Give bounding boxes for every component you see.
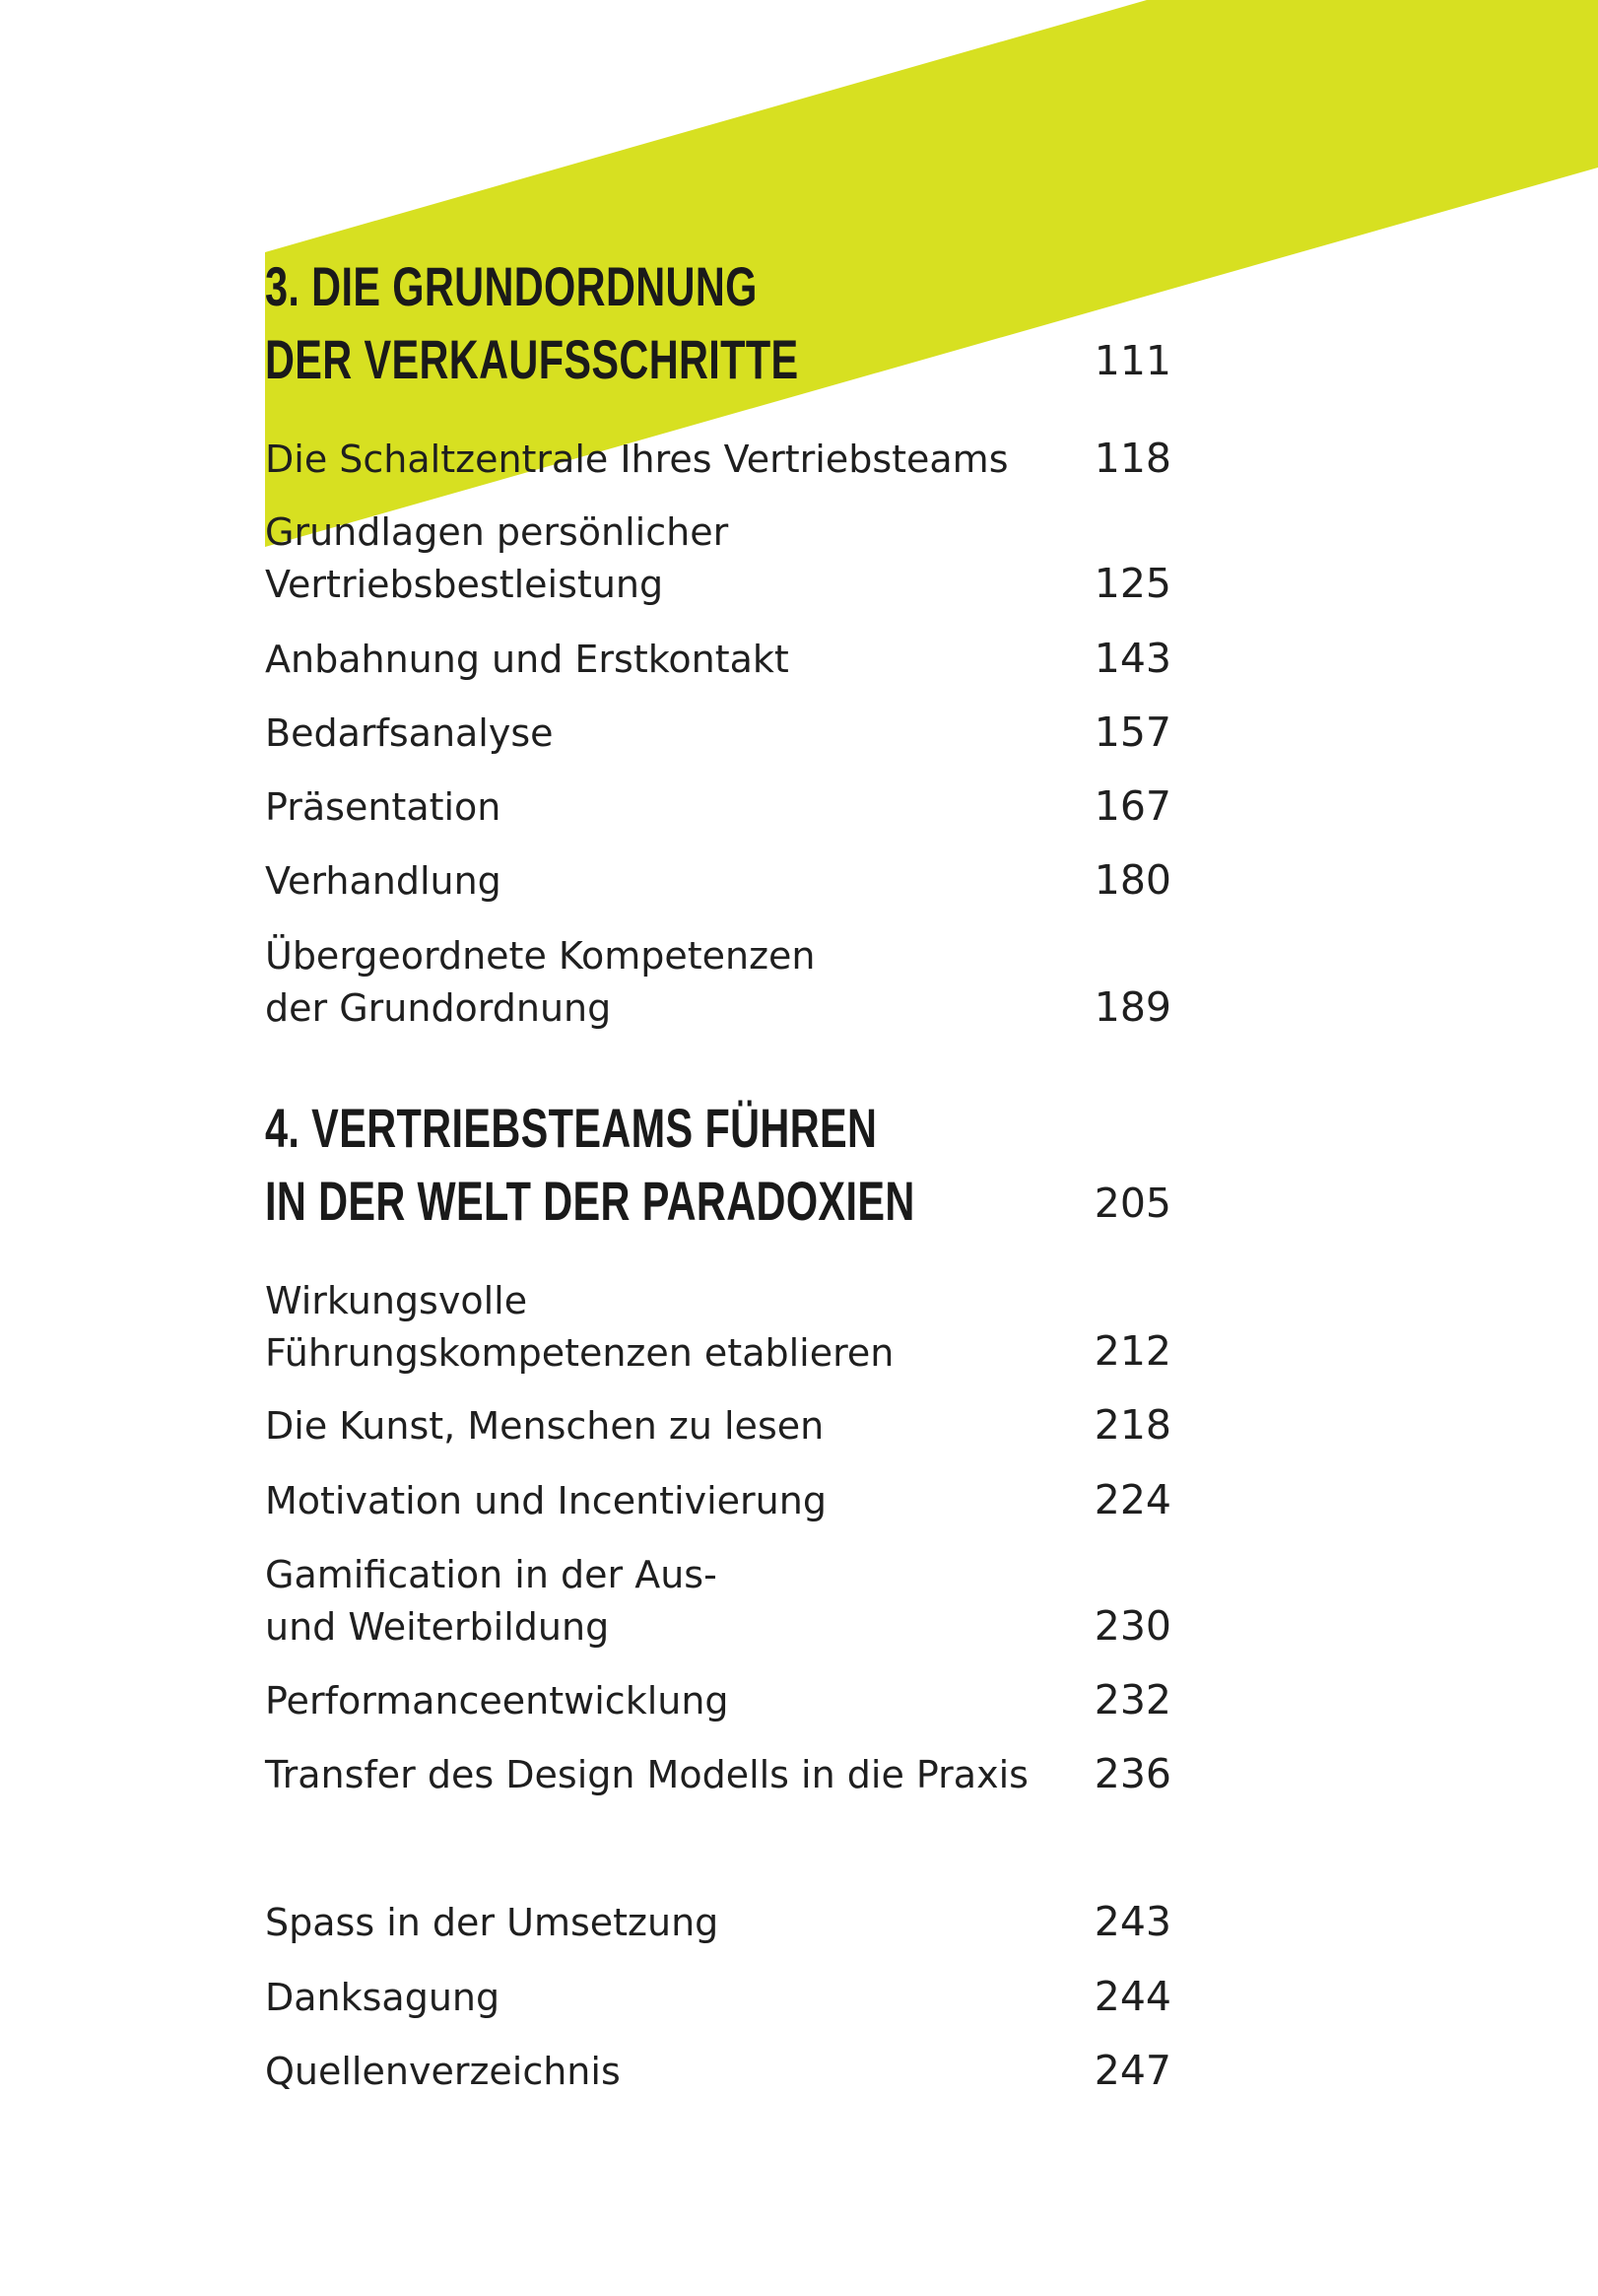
chapter-4-page-number: 205 (1094, 1180, 1171, 1227)
toc-appendix-entry[interactable] (265, 1897, 1033, 1949)
toc-entry-line: Gamification in der Aus- (265, 1553, 717, 1596)
chapter-4-title-line-2: IN DER WELT DER PARADOXIEN (265, 1170, 915, 1232)
chapter-3-title-line-1: 3. DIE GRUNDORDNUNG (265, 255, 758, 317)
toc-entry-line: Performanceentwicklung (265, 1679, 729, 1722)
toc-entry-page-number: 244 (1094, 1973, 1171, 2020)
toc-entry[interactable] (265, 634, 1033, 686)
toc-entry-page-number: 143 (1094, 635, 1171, 682)
toc-entry-page-number: 180 (1094, 856, 1171, 904)
toc-entry[interactable] (265, 1549, 1033, 1654)
toc-entry-page-number: 125 (1094, 560, 1171, 607)
toc-entry-line: Anbahnung und Erstkontakt (265, 638, 789, 681)
toc-entry-page-number: 247 (1094, 2047, 1171, 2094)
toc-entry[interactable] (265, 1675, 1033, 1727)
toc-entry-line: Präsentation (265, 785, 501, 829)
toc-entry-line: Quellenverzeichnis (265, 2050, 621, 2093)
toc-appendix-entry[interactable] (265, 2046, 1033, 2098)
toc-entry-page-number: 189 (1094, 983, 1171, 1031)
toc-entry-line: Wirkungsvolle (265, 1279, 528, 1322)
toc-entry[interactable] (265, 1275, 1033, 1380)
chapter-4-title[interactable] (265, 1092, 915, 1238)
toc-entry-line: der Grundordnung (265, 986, 612, 1030)
toc-entry[interactable] (265, 506, 1033, 611)
toc-entry-line: Bedarfsanalyse (265, 711, 554, 755)
chapter-3-title[interactable] (265, 250, 799, 396)
toc-entry-line: Motivation und Incentivierung (265, 1479, 827, 1522)
chapter-3-title-line-2: DER VERKAUFSSCHRITTE (265, 328, 799, 390)
toc-entry-page-number: 118 (1094, 435, 1171, 482)
toc-entry-line: Die Schaltzentrale Ihres Vertriebsteams (265, 438, 1009, 481)
toc-entry-line: Spass in der Umsetzung (265, 1901, 719, 1944)
toc-entry[interactable] (265, 781, 1033, 834)
toc-entry-page-number: 157 (1094, 709, 1171, 756)
toc-entry-line: Grundlagen persönlicher (265, 510, 729, 554)
toc-entry-page-number: 167 (1094, 782, 1171, 830)
toc-entry-page-number: 218 (1094, 1401, 1171, 1449)
toc-entry-page-number: 212 (1094, 1327, 1171, 1375)
toc-entry[interactable] (265, 434, 1033, 486)
toc-entry-page-number: 232 (1094, 1676, 1171, 1723)
toc-entry-line: Führungskompetenzen etablieren (265, 1331, 895, 1375)
toc-entry-line: Danksagung (265, 1976, 500, 2019)
toc-entry-line: Die Kunst, Menschen zu lesen (265, 1404, 825, 1448)
toc-entry-line: Transfer des Design Modells in die Praxis (265, 1753, 1029, 1796)
toc-entry-page-number: 224 (1094, 1476, 1171, 1523)
chapter-4-title-line-1: 4. VERTRIEBSTEAMS FÜHREN (265, 1097, 878, 1159)
toc-entry-line: Übergeordnete Kompetenzen (265, 934, 816, 978)
toc-entry[interactable] (265, 930, 1033, 1035)
toc-entry[interactable] (265, 855, 1033, 908)
chapter-3-page-number: 111 (1094, 337, 1171, 384)
toc-entry-line: und Weiterbildung (265, 1605, 610, 1649)
toc-entry[interactable] (265, 708, 1033, 760)
toc-entry[interactable] (265, 1475, 1033, 1527)
toc-entry-line: Verhandlung (265, 859, 501, 903)
toc-entry-line: Vertriebsbestleistung (265, 563, 664, 606)
toc-entry-page-number: 243 (1094, 1898, 1171, 1945)
toc-appendix-entry[interactable] (265, 1972, 1033, 2024)
toc-entry-page-number: 230 (1094, 1602, 1171, 1650)
toc-entry[interactable] (265, 1749, 1033, 1801)
toc-entry[interactable] (265, 1400, 1033, 1452)
toc-entry-page-number: 236 (1094, 1750, 1171, 1797)
